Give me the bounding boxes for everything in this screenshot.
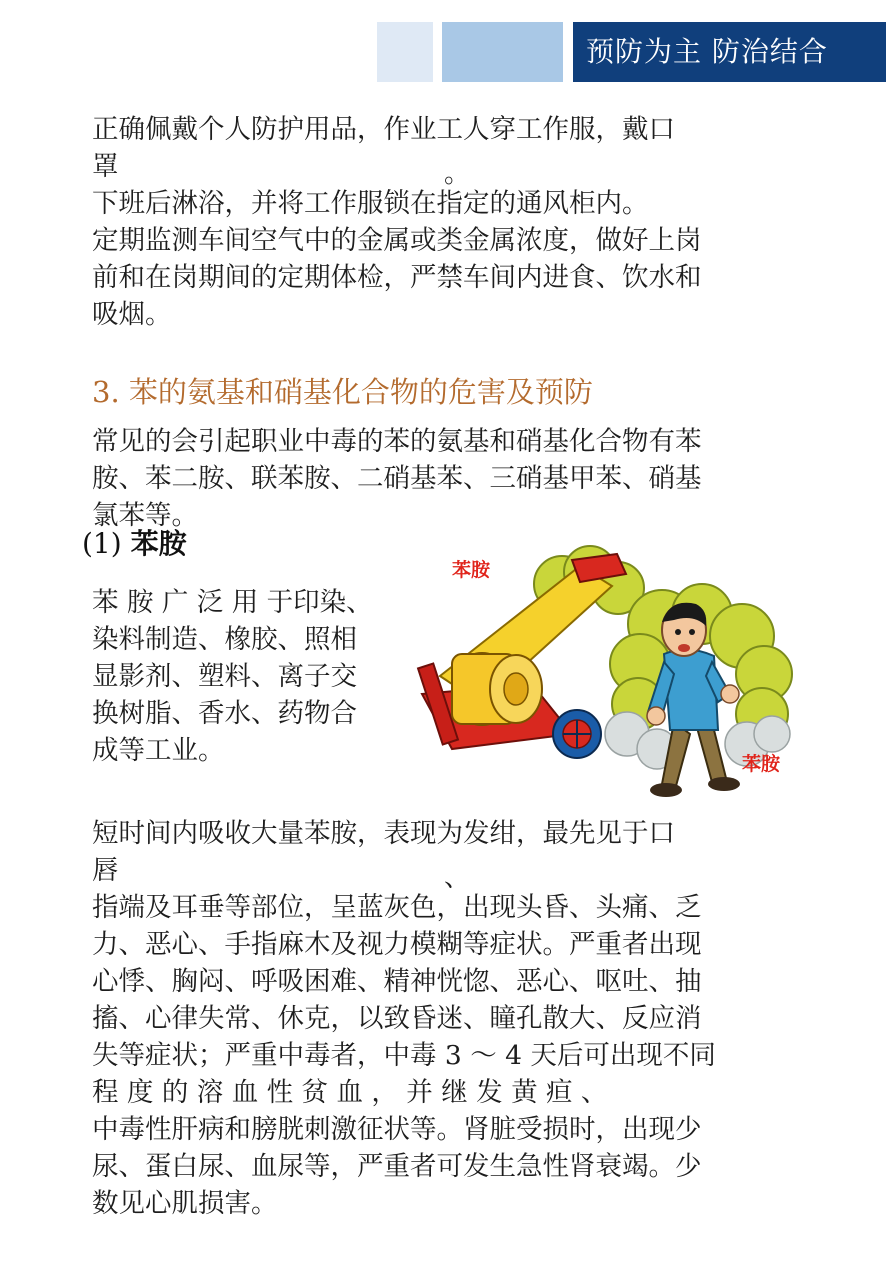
intro-text <box>92 111 702 333</box>
text-line: 下班后淋浴，并将工作服锁在指定的通风柜内。 <box>92 188 649 219</box>
header-title: 预防为主 防治结合 <box>586 35 828 68</box>
text-line: 程 度 的 溶 血 性 贫 血 ， 并 继 发 黄 疸 、 <box>92 1077 608 1108</box>
subsection-heading <box>82 524 187 564</box>
text-line: 胺、苯二胺、联苯胺、二硝基苯、三硝基甲苯、硝基 <box>92 463 702 494</box>
text-line: 短时间内吸收大量苯胺，表现为发绀，最先见于口 <box>92 818 675 849</box>
text-line: 换树脂、香水、药物合 <box>92 698 357 729</box>
text-line: 成等工业。 <box>92 735 225 766</box>
text-line: 染料制造、橡胶、照相 <box>92 624 357 655</box>
text-line: 心悸、胸闷、呼吸困难、精神恍惚、恶心、呕吐、抽 <box>92 966 702 997</box>
subsection-title: 苯胺 <box>130 527 187 560</box>
text-line: 苯 胺 广 泛 用 于印染、 <box>92 587 373 618</box>
text-line: 常见的会引起职业中毒的苯的氨基和硝基化合物有苯 <box>92 426 702 457</box>
section-intro <box>92 423 702 534</box>
text-line: 数见心肌损害。 <box>92 1188 278 1219</box>
illustration-label-bottom: 苯胺 <box>742 753 781 775</box>
text-line: 正确佩戴个人防护用品，作业工人穿工作服，戴口 <box>92 114 675 145</box>
usage-text <box>92 584 373 769</box>
text-line: 搐、心律失常、休克，以致昏迷、瞳孔散大、反应消 <box>92 1003 702 1034</box>
illustration-label-top: 苯胺 <box>452 559 491 581</box>
text-line: 指端及耳垂等部位，呈蓝灰色，出现头昏、头痛、乏 <box>92 892 702 923</box>
text-line: 尿、蛋白尿、血尿等，严重者可发生急性肾衰竭。少 <box>92 1151 702 1182</box>
symptoms-text <box>92 815 716 1222</box>
header-block-light <box>377 22 433 82</box>
subsection-number: (1) <box>82 527 122 560</box>
aniline-exposure-illustration <box>412 544 808 810</box>
text-line: 中毒性肝病和膀胱刺激征状等。肾脏受损时，出现少 <box>92 1114 702 1145</box>
text-line: 失等症状；严重中毒者，中毒 3 ～ 4 天后可出现不同 <box>92 1040 716 1071</box>
text-line: 前和在岗期间的定期体检，严禁车间内进食、饮水和 <box>92 262 702 293</box>
stray-punctuation: 、 <box>444 863 471 893</box>
text-line: 吸烟。 <box>92 299 172 330</box>
text-line: 定期监测车间空气中的金属或类金属浓度，做好上岗 <box>92 225 702 256</box>
section-heading: 3. 苯的氨基和硝基化合物的危害及预防 <box>92 375 593 409</box>
text-line: 氯苯等。 <box>92 500 198 531</box>
text-line: 显影剂、塑料、离子交 <box>92 661 357 692</box>
text-line: 罩 <box>92 151 119 182</box>
stray-punctuation: 。 <box>444 159 471 189</box>
text-line: 唇 <box>92 855 119 886</box>
header-block-mid <box>442 22 563 82</box>
text-line: 力、恶心、手指麻木及视力模糊等症状。严重者出现 <box>92 929 702 960</box>
